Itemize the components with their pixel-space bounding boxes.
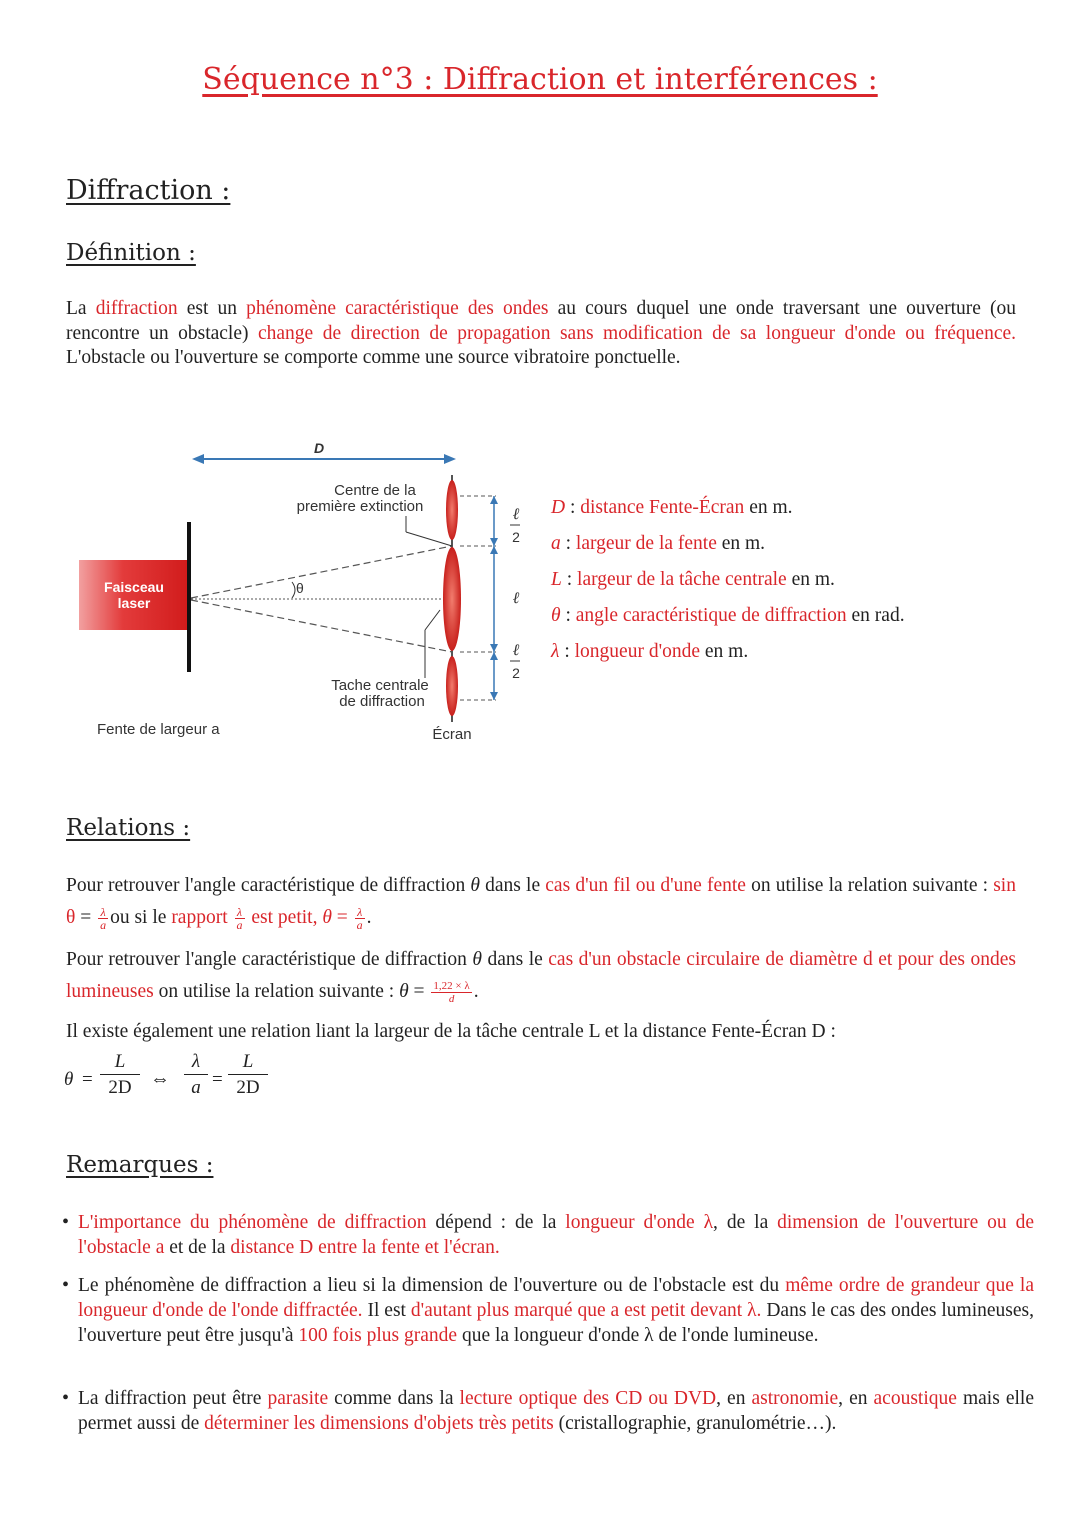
section-heading-diffraction: Diffraction : — [66, 175, 231, 206]
label-faisceau: Faisceau — [104, 579, 164, 595]
relation-obstacle-paragraph: Pour retrouver l'angle caractéristique de diffraction θ dans le cas d'un obstacle circulaire de diamètre d et pour des ondes lumineuses on utilise la relation suivante : θ = $\frac{1,22 \times \lambda}{d}$ . — [66, 949, 1016, 1006]
page-title: Séquence n°3 : Diffraction et interférences : — [202, 62, 878, 97]
diffraction-spot-top — [446, 480, 458, 540]
label-ell-half-bottom: ℓ — [512, 640, 520, 659]
heading-definition: Définition : — [66, 240, 196, 266]
label-D: D — [314, 440, 325, 456]
label-ell-half-top: ℓ — [512, 504, 520, 523]
bullet-icon: • — [62, 1387, 70, 1409]
legend-item-D: D : distance Fente-Écran en m. — [551, 497, 793, 518]
bullet-icon: • — [62, 1211, 70, 1233]
theta-arc — [292, 582, 295, 598]
ray-lower — [191, 600, 452, 652]
label-two-top: 2 — [512, 529, 520, 545]
definition-paragraph: La diffraction est un phénomène caractéristique des ondes au cours duquel une onde traversant une ouverture (ou rencontre un obstacle) change de direction de propagation sans modification de sa longueur d'onde ou fréquence. L'obstacle ou l'ouverture se comporte comme une source vibratoire ponctuelle. — [66, 298, 1016, 368]
bullet-icon: • — [62, 1274, 70, 1296]
arrow-head-right-icon — [444, 454, 456, 464]
arrow-head-left-icon — [192, 454, 204, 464]
equation-theta-L-2D: θ = L 2D ⇔ λ a = L 2D — [64, 1050, 284, 1106]
ray-upper — [191, 546, 452, 598]
label-ell-center: ℓ — [512, 588, 520, 607]
label-ecran: Écran — [432, 726, 472, 743]
relation-fente-paragraph: Pour retrouver l'angle caractéristique de diffraction θ dans le cas d'un fil ou d'une fente on utilise la relation suivante : sin θ = $\frac{\lambda}{a}$ ou si le rapport $\frac{\lambda}{a}$ est petit, θ = $\frac{\lambda}{a}$ . — [66, 875, 1016, 933]
diffraction-spot-bottom — [446, 656, 458, 716]
legend-item-theta: θ : angle caractéristique de diffraction en rad. — [551, 605, 905, 626]
heading-relations: Relations : — [66, 815, 191, 841]
list-item-remarque-1: • L'importance du phénomène de diffraction dépend : de la longueur d'onde λ, de la dimension de l'ouverture ou de l'obstacle a et de la distance D entre la fente et l'écran. — [62, 1211, 1034, 1258]
label-tache-1: Tache centrale — [331, 677, 429, 694]
label-centre-1: Centre de la — [334, 482, 416, 499]
legend-item-L: L : largeur de la tâche centrale en m. — [551, 569, 835, 590]
relation-tache-paragraph: Il existe également une relation liant la largeur de la tâche centrale L et la distance Fente-Écran D : — [66, 1021, 836, 1042]
label-laser: laser — [117, 595, 151, 611]
legend-item-a: a : largeur de la fente en m. — [551, 533, 766, 554]
legend-item-lambda: λ : longueur d'onde en m. — [551, 641, 749, 662]
label-theta: θ — [296, 580, 304, 596]
label-tache-2: de diffraction — [339, 693, 425, 710]
diffraction-diagram — [70, 430, 520, 760]
label-two-bottom: 2 — [512, 665, 520, 681]
list-item-remarque-3: • La diffraction peut être parasite comme dans la lecture optique des CD ou DVD, en astronomie, en acoustique mais elle permet aussi de déterminer les dimensions d'objets très petits (cristallographie, granulométrie…). — [62, 1387, 1034, 1434]
label-fente: Fente de largeur a — [97, 721, 220, 738]
label-centre-2: première extinction — [296, 498, 424, 515]
heading-remarques: Remarques : — [66, 1152, 214, 1178]
list-item-remarque-2: • Le phénomène de diffraction a lieu si la dimension de l'ouverture ou de l'obstacle est du même ordre de grandeur que la longueur d'onde de l'onde diffractée. Il est d'autant plus marqué que a est petit devant λ. Dans le cas des ondes lumineuses, l'ouverture peut être jusqu'à 100 fois plus grande que la longueur d'onde λ de l'onde lumineuse. — [62, 1274, 1035, 1346]
diffraction-spot-central — [443, 547, 461, 651]
